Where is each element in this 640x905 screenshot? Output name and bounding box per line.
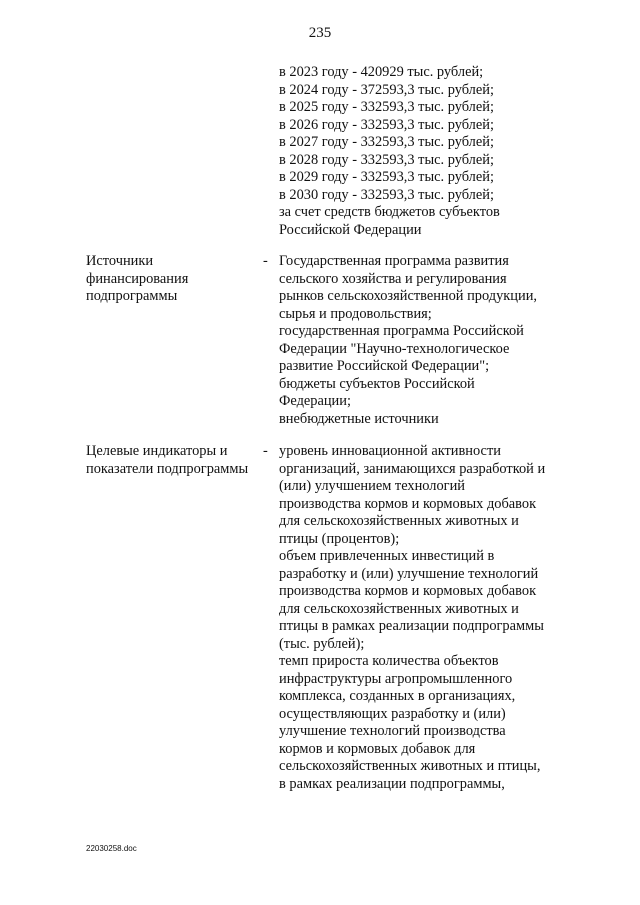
- funding-source-line: Российской Федерации: [279, 221, 422, 238]
- funding-year-line: в 2026 году - 332593,3 тыс. рублей;: [279, 116, 494, 133]
- financing-sources-label: [86, 253, 188, 306]
- label-line: финансирования: [86, 270, 189, 287]
- separator-dash: -: [263, 253, 268, 269]
- value-line: уровень инновационной активности: [279, 443, 501, 459]
- value-line: Государственная программа развития: [279, 253, 509, 269]
- funding-year-line: в 2027 году - 332593,3 тыс. рублей;: [279, 134, 494, 150]
- value-line: сельскохозяйственных животных и птицы,: [279, 758, 541, 774]
- target-indicators-value: [279, 443, 545, 793]
- label-line: Источники: [86, 253, 154, 269]
- value-line: для сельскохозяйственных животных и: [279, 513, 519, 529]
- value-line: (тыс. рублей);: [279, 635, 365, 652]
- value-line: разработку и (или) улучшение технологий: [279, 565, 539, 582]
- page-number: 235: [308, 25, 332, 41]
- value-line: темп прироста количества объектов: [279, 653, 499, 669]
- document-filename-footer: 22030258.doc: [86, 844, 137, 853]
- label-line: Целевые индикаторы и: [86, 443, 228, 459]
- value-line: в рамках реализации подпрограммы,: [279, 775, 505, 792]
- funding-year-line: в 2030 году - 332593,3 тыс. рублей;: [279, 186, 494, 203]
- value-line: кормов и кормовых добавок для: [279, 740, 476, 757]
- value-line: бюджеты субъектов Российской: [279, 375, 475, 392]
- value-line: Федерации;: [279, 393, 351, 409]
- target-indicators-label: [86, 443, 248, 478]
- value-line: объем привлеченных инвестиций в: [279, 548, 495, 564]
- value-line: организаций, занимающихся разработкой и: [279, 460, 546, 477]
- value-line: производства кормов и кормовых добавок: [279, 583, 537, 599]
- value-line: комплекса, созданных в организациях,: [279, 688, 516, 704]
- label-line: показатели подпрограммы: [86, 460, 249, 477]
- value-line: птицы (процентов);: [279, 530, 400, 547]
- funding-year-line: в 2024 году - 372593,3 тыс. рублей;: [279, 81, 494, 98]
- value-line: осуществляющих разработку и (или): [279, 705, 506, 722]
- value-line: птицы в рамках реализации подпрограммы: [279, 618, 544, 634]
- funding-source-line: за счет средств бюджетов субъектов: [279, 204, 500, 220]
- value-line: инфраструктуры агропромышленного: [279, 670, 513, 687]
- label-line: подпрограммы: [86, 288, 178, 304]
- value-line: производства кормов и кормовых добавок: [279, 495, 537, 512]
- funding-year-line: в 2025 году - 332593,3 тыс. рублей;: [279, 99, 494, 115]
- value-line: для сельскохозяйственных животных и: [279, 600, 519, 617]
- value-line: государственная программа Российской: [279, 323, 524, 339]
- financing-sources-value: [279, 253, 537, 428]
- value-line: Федерации "Научно-технологическое: [279, 340, 510, 357]
- value-line: (или) улучшением технологий: [279, 478, 465, 494]
- separator-dash: -: [263, 443, 268, 459]
- funding-year-line: в 2028 году - 332593,3 тыс. рублей;: [279, 151, 494, 168]
- funding-year-line: в 2029 году - 332593,3 тыс. рублей;: [279, 169, 494, 185]
- value-line: развитие Российской Федерации";: [279, 358, 490, 374]
- funding-year-line: в 2023 году - 420929 тыс. рублей;: [279, 64, 484, 80]
- value-line: внебюджетные источники: [279, 410, 439, 427]
- value-line: рынков сельскохозяйственной продукции,: [279, 288, 537, 304]
- value-line: улучшение технологий производства: [279, 723, 506, 739]
- value-line: сырья и продовольствия;: [279, 305, 432, 322]
- funding-by-year-list: [279, 64, 500, 239]
- value-line: сельского хозяйства и регулирования: [279, 270, 507, 287]
